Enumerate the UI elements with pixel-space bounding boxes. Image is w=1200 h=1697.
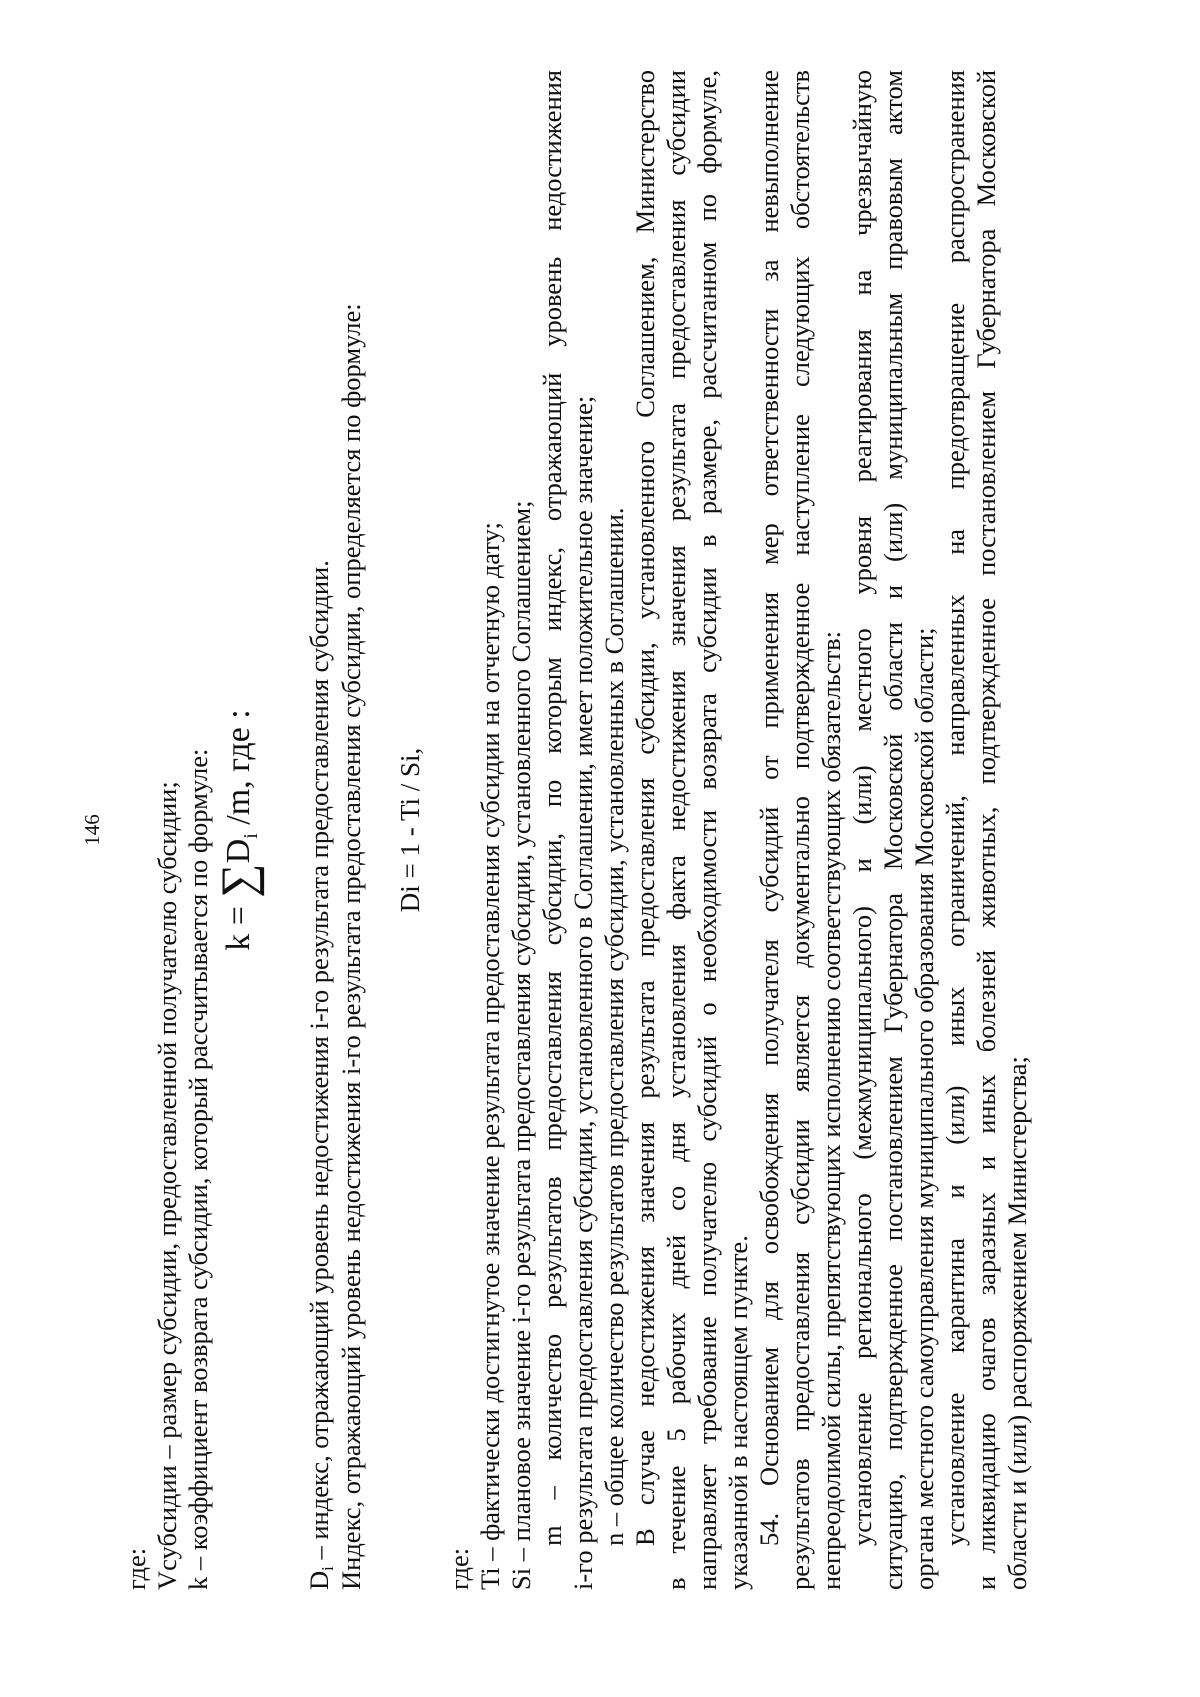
- text-p54-line3: непреодолимой силы, препятствующих исполнению соответствующих обязательств:: [816, 630, 846, 1590]
- text-kar-line2: и ликвидацию очагов заразных и иных болезней животных, подтвержденное постановлением Губернатора Московской: [971, 70, 1001, 1590]
- text-p54-line2: результатов предоставления субсидии является документально подтвержденное наступление следующих обстоятельств: [785, 70, 815, 1590]
- text-index-formula-intro: Индекс, отражающий уровень недостижения i-го результата предоставления субсидии, определяется по формуле:: [336, 303, 366, 1590]
- text-case-line1: В случае недостижения значения результата предоставления субсидии, установленного Соглашением, Министерство: [630, 70, 660, 1546]
- formula-k: [212, 70, 267, 1590]
- text-kar-line1: установление карантина и (или) иных ограничений, направленных на предотвращение распространения: [940, 70, 970, 1546]
- text-m-line1: m – количество результатов предоставления субсидии, по которым индекс, отражающий уровень недостижения: [537, 70, 567, 1546]
- formula-k-rest: /m, где :: [220, 709, 257, 834]
- text-ti: Ti – фактически достигнутое значение результата предоставления субсидии на отчетную дату;: [475, 522, 505, 1590]
- rotated-page: [80, 70, 1125, 1590]
- text-reg-line2: ситуацию, подтвержденное постановлением Губернатора Московской области и (или) муниципальным правовым актом: [878, 70, 908, 1590]
- formula-di: Di = 1 - Ti / Si,: [395, 747, 425, 913]
- text-k-definition: k – коэффициент возврата субсидии, который рассчитывается по формуле:: [183, 748, 213, 1590]
- text-case-line3: направляет требование получателю субсидий о необходимости возврата субсидии в размере, рассчитанном по формуле,: [692, 70, 722, 1590]
- formula-k-sigma: ∑: [212, 863, 265, 898]
- formula-k-lhs: k =: [220, 897, 257, 951]
- text-reg-line3: органа местного самоуправления муниципального образования Московской области;: [909, 627, 939, 1590]
- page-number: 146: [80, 814, 104, 846]
- text-gde-2: где:: [444, 1547, 474, 1590]
- text-reg-line1: установление регионального (межмуниципального) и (или) местного уровня реагирования на чрезвычайную: [847, 70, 877, 1546]
- text-m-line2: i-го результата предоставления субсидии, установленного в Соглашении, имеет положительное значение;: [568, 395, 598, 1590]
- text-n: n – общее количество результатов предоставления субсидии, установленных в Соглашении.: [599, 507, 629, 1546]
- text-case-line4: указанной в настоящем пункте.: [723, 1235, 753, 1590]
- formula-k-d: D: [220, 838, 257, 864]
- text-di-sub: i: [318, 1566, 337, 1571]
- text-case-line2: в течение 5 рабочих дней со дня установления факта недостижения значения результата предоставления субсидии: [661, 70, 691, 1590]
- text-gde-1: где:: [121, 1547, 151, 1590]
- text-di-text: – индекс, отражающий уровень недостижения i-го результата предоставления субсидии.: [304, 560, 334, 1567]
- text-di-prefix: D: [304, 1570, 334, 1590]
- formula-k-sub: i: [240, 833, 262, 839]
- text-si: Si – плановое значение i-го результата предоставления субсидии, установленного Соглашением;: [506, 500, 536, 1590]
- text-kar-line3: области и (или) распоряжением Министерства;: [1002, 1056, 1032, 1590]
- text-vsubsidii: Vсубсидии – размер субсидии, предоставленной получателю субсидии;: [152, 781, 182, 1590]
- text-p54-line1: 54. Основанием для освобождения получателя субсидий от применения мер ответственности за невыполнение: [754, 70, 784, 1546]
